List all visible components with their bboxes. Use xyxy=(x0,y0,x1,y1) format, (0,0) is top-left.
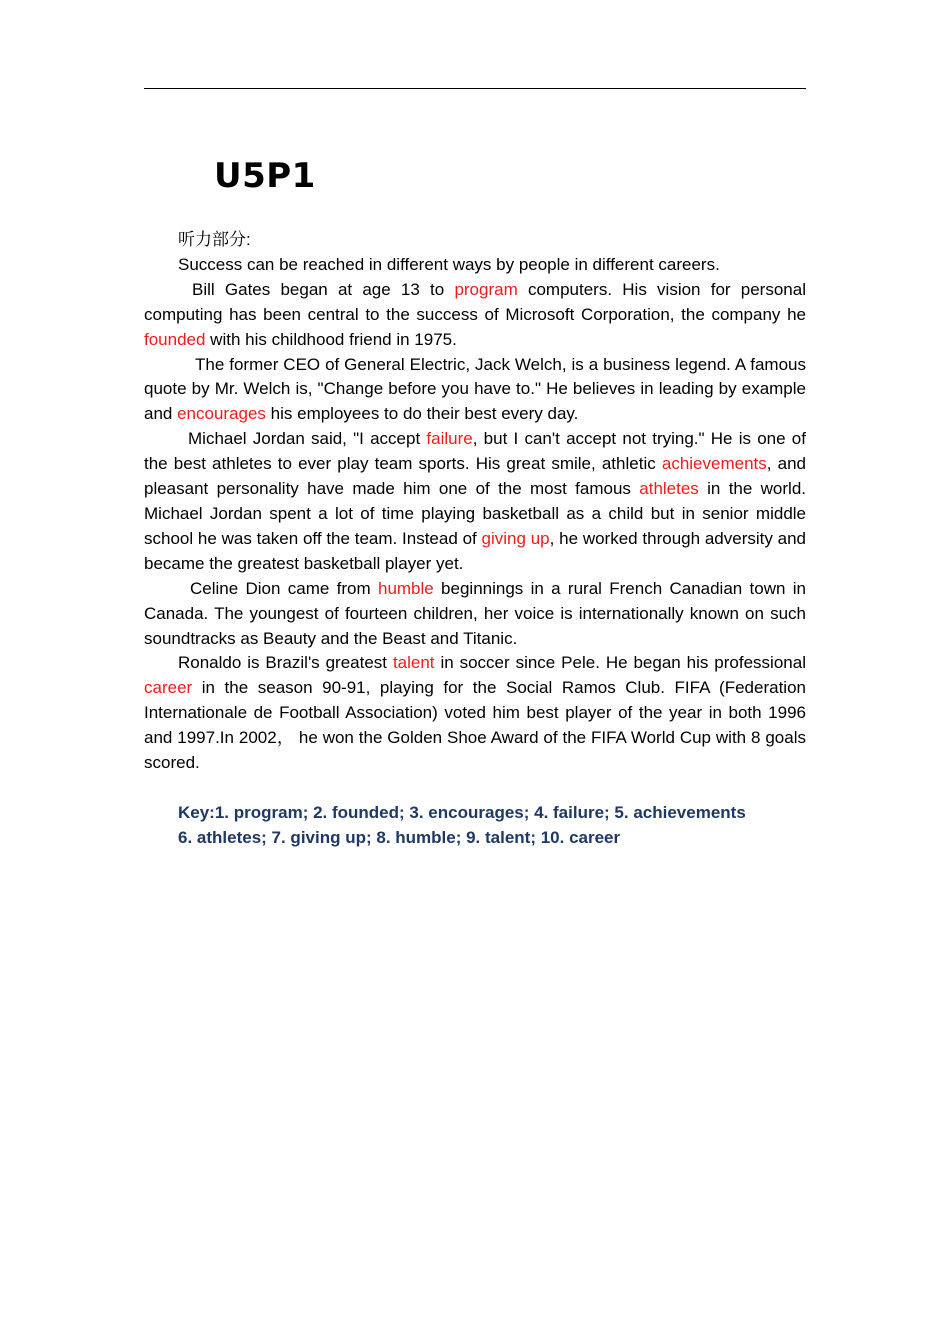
intro-paragraph: Success can be reached in different ways by people in different careers. xyxy=(178,254,720,274)
answer-word: program xyxy=(454,279,518,299)
header-rule xyxy=(144,88,806,89)
answer-word: failure xyxy=(426,429,473,449)
answer-key xyxy=(178,800,746,850)
answer-word: career xyxy=(144,678,193,698)
passage-text: his employees to do their best every day. xyxy=(265,404,579,424)
paragraph-ronaldo xyxy=(144,651,806,776)
passage-text: Ronaldo is Brazil's greatest xyxy=(178,653,393,673)
answer-key-line-2: 6. athletes; 7. giving up; 8. humble; 9. talent; 10. career xyxy=(178,828,621,847)
paragraph-bill-gates xyxy=(144,278,806,353)
answer-word: founded xyxy=(144,329,206,349)
passage-text: beginnings in a rural French Canadian town in Canada. The youngest of fourteen children, her voice is internationally known on such soundtracks as Beauty and the Beast and Titanic. xyxy=(144,578,807,648)
answer-word: talent xyxy=(392,653,435,673)
paragraph-celine-dion xyxy=(144,577,806,652)
section-label: 听力部分: xyxy=(178,230,251,249)
passage-text: , he worked through adversity and became the greatest basketball player yet. xyxy=(144,528,806,573)
passage-text: in the world. Michael Jordan spent a lot of time playing basketball as a child but in senior middle school he was taken off the team. Instead of xyxy=(144,479,806,548)
answer-word: giving up xyxy=(481,528,550,548)
passage-text: computers. His vision for personal computing has been central to the success of Microsoft Corporation, the company he xyxy=(144,279,806,324)
passage-text: with his childhood friend in 1975. xyxy=(205,329,457,349)
passage-text: Bill Gates began at age 13 to xyxy=(192,279,455,299)
paragraph-michael-jordan xyxy=(144,427,806,576)
passage-text: Michael Jordan said, "I accept xyxy=(188,429,427,449)
passage-text: in soccer since Pele. He began his professional xyxy=(434,653,806,673)
passage-text: , but I can't accept not trying." He is one of the best athletes to ever play team sports. His great smile, athletic xyxy=(144,429,806,474)
passage-text: , and pleasant personality have made him one of the most famous xyxy=(144,454,806,499)
answer-word: encourages xyxy=(177,404,266,424)
passage-text: Celine Dion came from xyxy=(190,578,378,598)
answer-key-line-1: Key:1. program; 2. founded; 3. encourages; 4. failure; 5. achievements xyxy=(178,803,746,822)
answer-word: humble xyxy=(377,578,434,598)
passage-text: The former CEO of General Electric, Jack Welch, is a business legend. A famous quote by Mr. Welch is, "Change before you have to." He believes in leading by example and xyxy=(144,354,806,424)
passage-text: in the season 90-91, playing for the Social Ramos Club. FIFA (Federation Internationale de Football Association) voted him best player of the year in both 1996 and 1997.In 2002， he won the Golden Shoe Award of the FIFA World Cup with 8 goals scored. xyxy=(144,678,806,773)
answer-word: athletes xyxy=(639,479,699,499)
page-title: U5P1 xyxy=(214,156,316,196)
answer-word: achievements xyxy=(661,454,767,474)
paragraph-jack-welch xyxy=(144,353,806,428)
listening-passage xyxy=(144,228,806,776)
